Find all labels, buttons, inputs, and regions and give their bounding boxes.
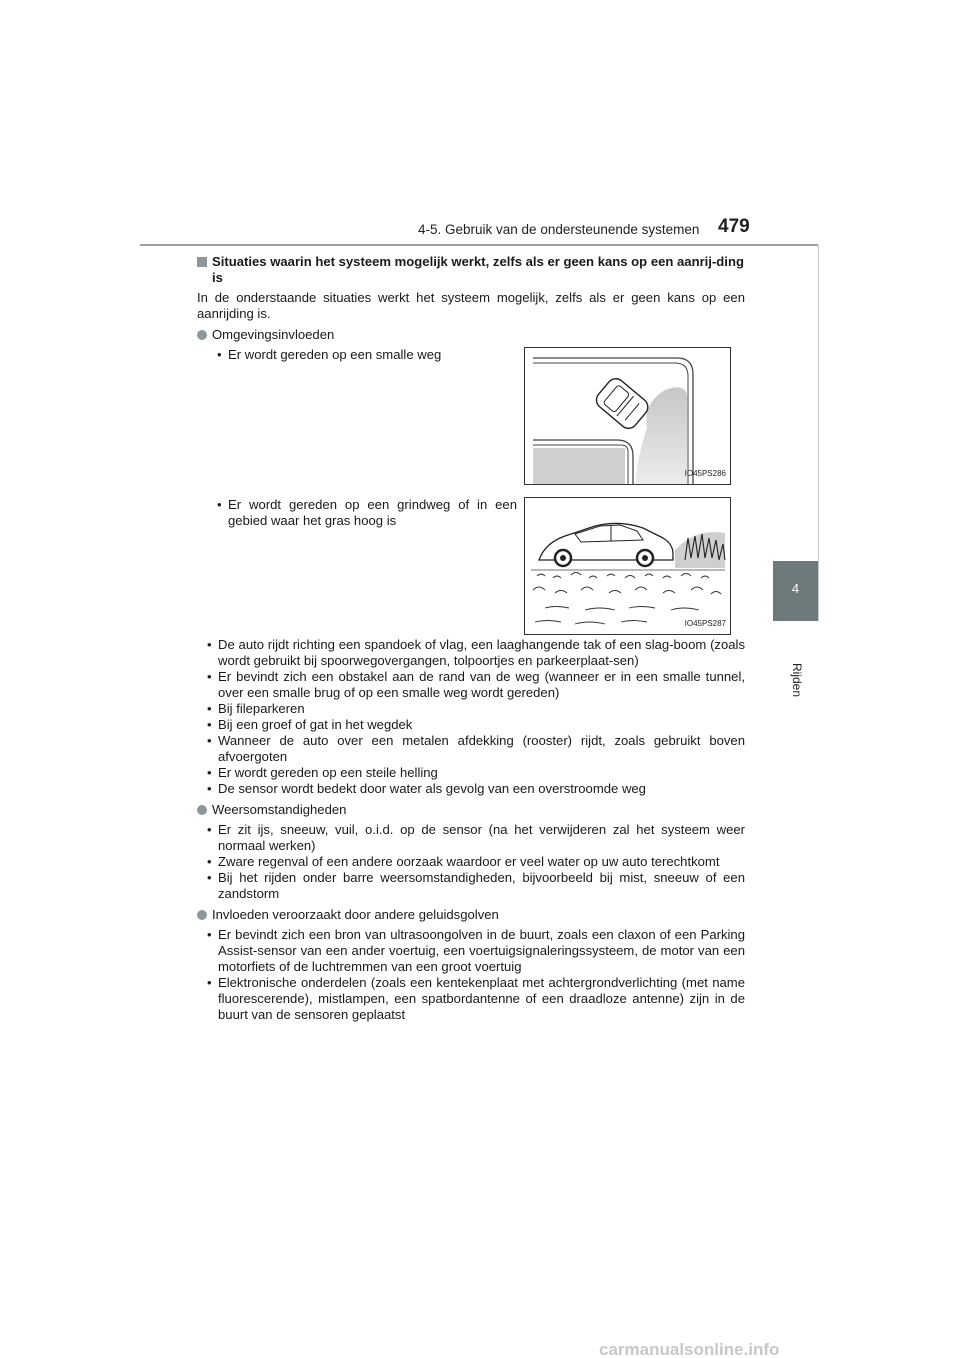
- list-item: • Er wordt gereden op een steile helling: [207, 765, 745, 781]
- list-item: • Er wordt gereden op een smalle weg: [217, 347, 517, 363]
- page-number: 479: [718, 216, 750, 237]
- chapter-number: 4: [791, 581, 800, 596]
- list-item: • Wanneer de auto over een metalen afdekking (rooster) rijdt, zoals gebruikt boven afvoergoten: [207, 733, 745, 765]
- chapter-label: [790, 650, 803, 710]
- group-heading: [197, 802, 745, 818]
- bullet-list: [207, 927, 745, 1023]
- list-item: • De sensor wordt bedekt door water als gevolg van een overstroomde weg: [207, 781, 745, 797]
- group-title: Invloeden veroorzaakt door andere geluidsgolven: [212, 907, 499, 922]
- chapter-tab: [773, 561, 818, 621]
- header-divider: [140, 244, 818, 246]
- list-item: • Zware regenval of een andere oorzaak waardoor er veel water op uw auto terechtkomt: [207, 854, 745, 870]
- list-item: • Er zit ijs, sneeuw, vuil, o.i.d. op de sensor (na het verwijderen zal het systeem weer normaal werken): [207, 822, 745, 854]
- gravel-road-drawing: [525, 498, 731, 635]
- watermark-text: carmanualsonline.info: [599, 1340, 780, 1358]
- list-item: • Bij fileparkeren: [207, 701, 745, 717]
- list-item: • Er bevindt zich een bron van ultrasoongolven in de buurt, zoals een claxon of een Parking Assist-sensor van een ander voertuig, een voertuigsignaleringssysteem, de motor van een motorfiets of de luchtremmen van een groot voertuig: [207, 927, 745, 975]
- gravel-road-illustration: [524, 497, 731, 635]
- list-item: • Bij een groef of gat in het wegdek: [207, 717, 745, 733]
- bullet-list: [207, 637, 745, 797]
- figure-code: IO45PS286: [684, 469, 726, 478]
- circle-bullet-icon: [197, 330, 207, 340]
- bullet-list: [207, 822, 745, 902]
- section-title: 4-5. Gebruik van de ondersteunende systemen: [418, 222, 700, 237]
- group-title: Omgevingsinvloeden: [212, 327, 335, 342]
- list-item: • Er bevindt zich een obstakel aan de rand van de weg (wanneer er in een smalle tunnel, over een smalle brug of op een smalle weg wordt gereden): [207, 669, 745, 701]
- circle-bullet-icon: [197, 805, 207, 815]
- group-heading: [197, 907, 745, 923]
- main-content: [197, 254, 745, 1023]
- section-intro: In de onderstaande situaties werkt het systeem mogelijk, zelfs als er geen kans op een aanrijding is.: [197, 290, 745, 321]
- list-item: • De auto rijdt richting een spandoek of vlag, een laaghangende tak of een slag-boom (zoals wordt gebruikt bij spoorwegovergangen, tolpoortjes en parkeerplaat-sen): [207, 637, 745, 669]
- narrow-road-drawing: [525, 348, 731, 485]
- section-heading-text: Situaties waarin het systeem mogelijk werkt, zelfs als er geen kans op een aanrij-ding is: [212, 254, 744, 285]
- list-item: • Er wordt gereden op een grindweg of in een gebied waar het gras hoog is: [217, 497, 517, 529]
- figure-code: IO45PS287: [684, 619, 726, 628]
- group-heading: [197, 327, 745, 343]
- group-title: Weersomstandigheden: [212, 802, 347, 817]
- circle-bullet-icon: [197, 910, 207, 920]
- list-item: • Elektronische onderdelen (zoals een kentekenplaat met achtergrondverlichting (met name fluorescerende), mistlampen, een spatbordantenne of een draadloze antenne) zijn in de buurt van de sensoren geplaatst: [207, 975, 745, 1023]
- figure-row: [197, 497, 745, 637]
- side-divider: [818, 245, 819, 621]
- list-item: • Bij het rijden onder barre weersomstandigheden, bijvoorbeeld bij mist, sneeuw of een zandstorm: [207, 870, 745, 902]
- square-bullet-icon: [197, 257, 207, 267]
- figure-row: [197, 347, 745, 497]
- chapter-label-text: Rijden: [789, 662, 804, 698]
- section-heading: [197, 254, 745, 286]
- narrow-road-illustration: [524, 347, 731, 485]
